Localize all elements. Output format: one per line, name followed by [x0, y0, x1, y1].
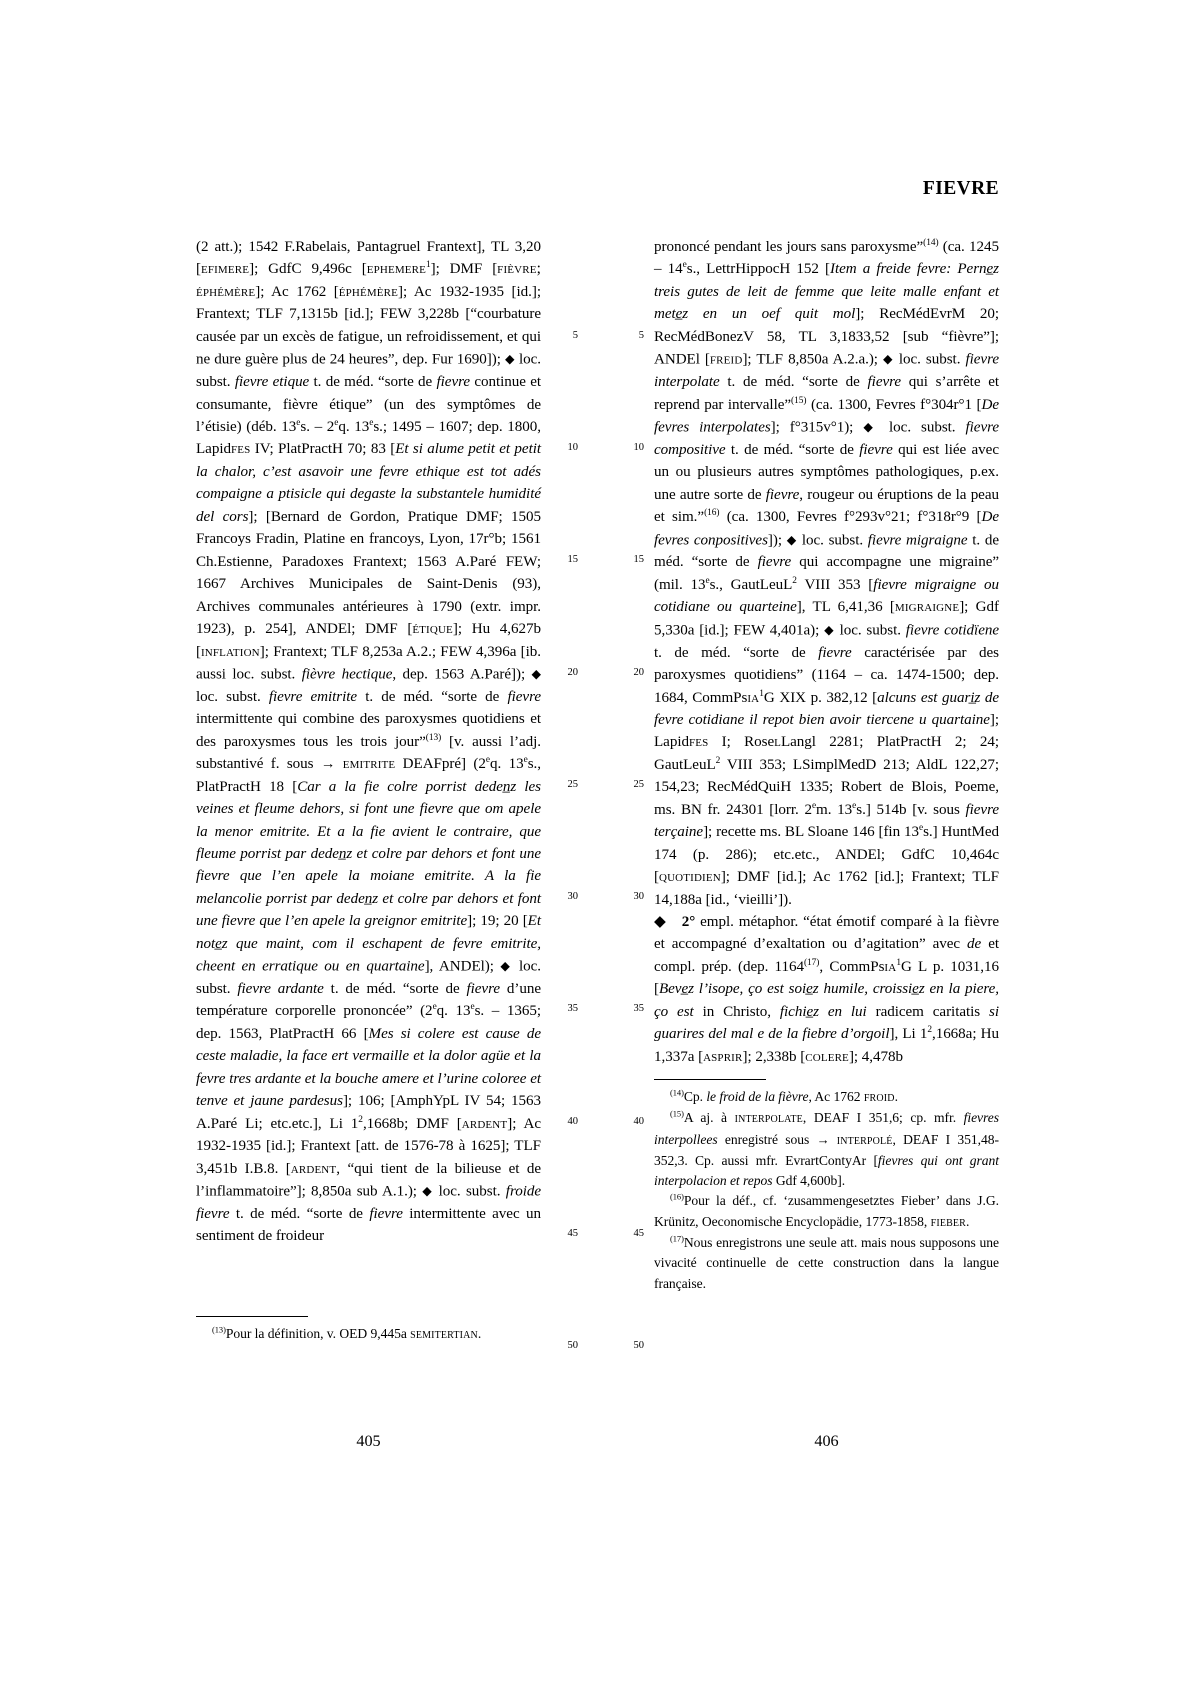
page-number-right: 406: [814, 1432, 839, 1450]
left-column-body-text: (2 att.); 1542 F.Rabelais, Pantagruel Frantext], TL 3,20 [efimere]; GdfC 9,496c [ephemere$^1$]; DMF [fièvre; éphémère]; Ac 1762 [éphémère]; Ac 1932-1935 [id.]; Frantext; TLF 7,1315b [id.]; FEW 3,228b [“courbature causée par un excès de fatigue, un refroidissement, et qui ne dure guère plus de 24 heures”, dep. Fur 1690]); ◆ loc. subst. fievre etique t. de méd. “sorte de fievre continue et consumante, fièvre étique” (un des symptômes de l’étisie) (déb. 13es. – 2eq. 13es.; 1495 – 1607; dep. 1800, Lapidfes IV; PlatPractH 70; 83 [Et si alume petit et petit la chalor, c’est asavoir une fevre ethique est tot adés compaigne a ptisicle qui degaste la substantele humidité del cors]; [Bernard de Gordon, Pratique DMF; 1505 Francoys Fradin, Platine en francoys, Lyon, 17r°b; 1561 Ch.Estienne, Paradoxes Frantext; 1563 A.Paré FEW; 1667 Archives Municipales de Saint-Denis (93), Archives communales antérieures à 1790 (extr. impr. 1923), p. 254], ANDEl; DMF [étique]; Hu 4,627b [inflation]; Frantext; TLF 8,253a A.2.; FEW 4,396a [ib. aussi loc. subst. fièvre hectique, dep. 1563 A.Paré]); ◆ loc. subst. fievre emitrite t. de méd. “sorte de fievre intermittente qui combine des paroxysmes quotidiens et des paroxysmes tous les trois jour”$^{(13)}$ [v. aussi l’adj. substantivé f. sous → emitrite DEAFpré] (2eq. 13es., PlatPractH 18 [Car a la fie colre porrist deden̲z les veines et fleume dehors, si font une fievre que om apele la menor emitrite. Et a la fie avient le contraire, que fleume porrist par deden̲z et colre par dehors et font une fievre que l’en apele la moiane emitrite. A la fie melancolie porrist par deden̲z et colre par dehors et font une fievre que l’en apele la greignor emitrite]; 19; 20 [Et note̲z que maint, com il eschapent de fevre emitrite, cheent en erratique ou en quartaine], ANDEl); ◆ loc. subst. fievre ardante t. de méd. “sorte de fievre d’une température corporelle prononcée” (2eq. 13es. – 1365; dep. 1563, PlatPractH 66 [Mes si colere est cause de ceste maladie, la face ert vermaille et la dolor agüe et la fevre tres ardante et la bouche amere et l’urine coloree et tenve et jaune pardesus]; 106; [AmphYpL IV 54; 1563 A.Paré Li; etc.etc.], Li $1^2,1668b$; DMF [ardent]; Ac 1932-1935 [id.]; Frantext [att. de 1576-78 à 1625]; TLF 3,451b I.B.8. [ardent, “qui tient de la bilieuse et de l’inflammatoire”]; 8,850a sub A.1.); ◆ loc. subst. froide fievre t. de méd. “sorte de fievre intermittente avec un sentiment de froideur: [196, 239, 542, 1245]
right-column-body-text: prononcé pendant les jours sans paroxysme”$^{(14)}$ (ca. 1245 – 14es., LettrHippocH 152 [Item a freide fevre: Perne̲z treis gutes de leit de femme que leite malle enfant et mete̲z en un oef quit mol]; RecMédEvrM 20; RecMédBonezV 58, TL 3,1833,52 [sub “fièvre”]; ANDEl [freid]; TLF 8,850a A.2.a.); ◆ loc. subst. fievre interpolate t. de méd. “sorte de fievre qui s’arrête et reprend par intervalle”$^{(15)}$ (ca. 1300, Fevres f°304r°1 [De fevres interpolates]; f°315v°1); ◆ loc. subst. fievre compositive t. de méd. “sorte de fievre qui est liée avec un ou plusieurs autres symptômes pathologiques, p.ex. une autre sorte de fievre, rougeur ou éruptions de la peau et sim.”$^{(16)}$ (ca. 1300, Fevres f°293v°21; f°318r°9 [De fevres conpositives]); ◆ loc. subst. fievre migraigne t. de méd. “sorte de fievre qui accompagne une migraine” (mil. 13es., GautLeuL$^2$ VIII 353 [fievre migraigne ou cotidiane ou quarteine], TL 6,41,36 [migraigne]; Gdf 5,330a [id.]; FEW 4,401a); ◆ loc. subst. fievre cotidïene t. de méd. “sorte de fievre caractérisée par des paroxysmes quotidiens” (1164 – ca. 1474-1500; dep. 1684, CommPsia$^1$G XIX p. 382,12 [alcuns est guari̲z de fevre cotidiane il repot bien avoir tiercene u quartaine]; Lapidfes I; RoselLangl 2281; PlatPractH 2; 24; GautLeuL$^2$ VIII 353; LSimplMedD 213; AldL 122,27; 154,23; RecMédQuiH 1335; Robert de Blois, Poeme, ms. BN fr. 24301 [lorr. 2em. 13es.] 514b [v. sous fievre terçaine]; recette ms. BL Sloane 146 [fin 13es.] HuntMed 174 (p. 286); etc.etc., ANDEl; GdfC 10,464c [quotidien]; DMF [id.]; Ac 1762 [id.]; Frantext; TLF 14,188a [id., ‘vieilli’]).: [654, 237, 1000, 908]
line-number: 5: [572, 329, 578, 341]
right-column-footnote-block: [654, 1079, 999, 1294]
right-column-footnotes: $^{(14)}$Cp. le froid de la fièvre, Ac 1762 froid. $^{(15)}$A aj. à interpolate, DEAF I 351,6; cp. mfr. fievres interpollees enregistré sous → interpolé, DEAF I 351,48-352,3. Cp. aussi mfr. EvrartContyAr [fievres qui ont grant interpolacion et repos Gdf 4,600b]. $^{(16)}$Pour la déf., cf. ‘zusammengesetztes Fieber’ dans J.G. Krünitz, Oeconomische Encyclopädie, 1773-1858, fieber. $^{(17)}$Nous enregistrons une seule att. mais nous supposons une vivacité continuelle de cette construction dans la langue française.: [654, 1087, 999, 1291]
line-number: 45: [567, 1227, 578, 1239]
line-number: 30: [633, 891, 644, 903]
line-number: 50: [633, 1340, 644, 1352]
left-column-footnotes: $^{(13)}$Pour la définition, v. OED 9,445a semitertian.: [212, 1324, 482, 1342]
line-number: 10: [567, 442, 578, 454]
line-number: 20: [567, 666, 578, 678]
footnote-separator-rule: [196, 1316, 308, 1317]
page-number-left: 405: [356, 1432, 381, 1450]
line-number: 25: [567, 778, 578, 790]
running-head: FIEVRE: [922, 178, 999, 199]
left-column-footnote-block: [196, 1316, 541, 1345]
footnote-separator-rule: [654, 1079, 766, 1080]
line-number: 50: [567, 1340, 578, 1352]
line-number: 40: [567, 1115, 578, 1127]
line-number: 40: [633, 1115, 644, 1127]
line-number: 5: [638, 329, 644, 341]
line-number: 10: [633, 442, 644, 454]
line-number: 15: [567, 554, 578, 566]
line-number: 45: [633, 1227, 644, 1239]
line-number: 35: [567, 1003, 578, 1015]
line-number: 30: [567, 891, 578, 903]
line-number: 15: [633, 554, 644, 566]
line-number: 25: [633, 778, 644, 790]
line-number: 35: [633, 1003, 644, 1015]
right-column-body-text-sense-2: ◆ 2° empl. métaphor. “état émotif comparé à la fièvre et accompagné d’exaltation ou d’agitation” avec de et compl. prép. (dep. 1164$^{(17)}$, CommPsia$^1$G L p. 1031,16 [Beve̲z l’isope, ço est soie̲z humile, croissie̲z en la piere, ço est in Christo, fichie̲z en lui radicem caritatis si guarires del mal e de la fiebre d’orgoil], Li $1^2,1668a$; Hu 1,337a [asprir]; 2,338b [colere]; 4,478b: [654, 913, 1000, 1065]
line-number: 20: [633, 666, 644, 678]
